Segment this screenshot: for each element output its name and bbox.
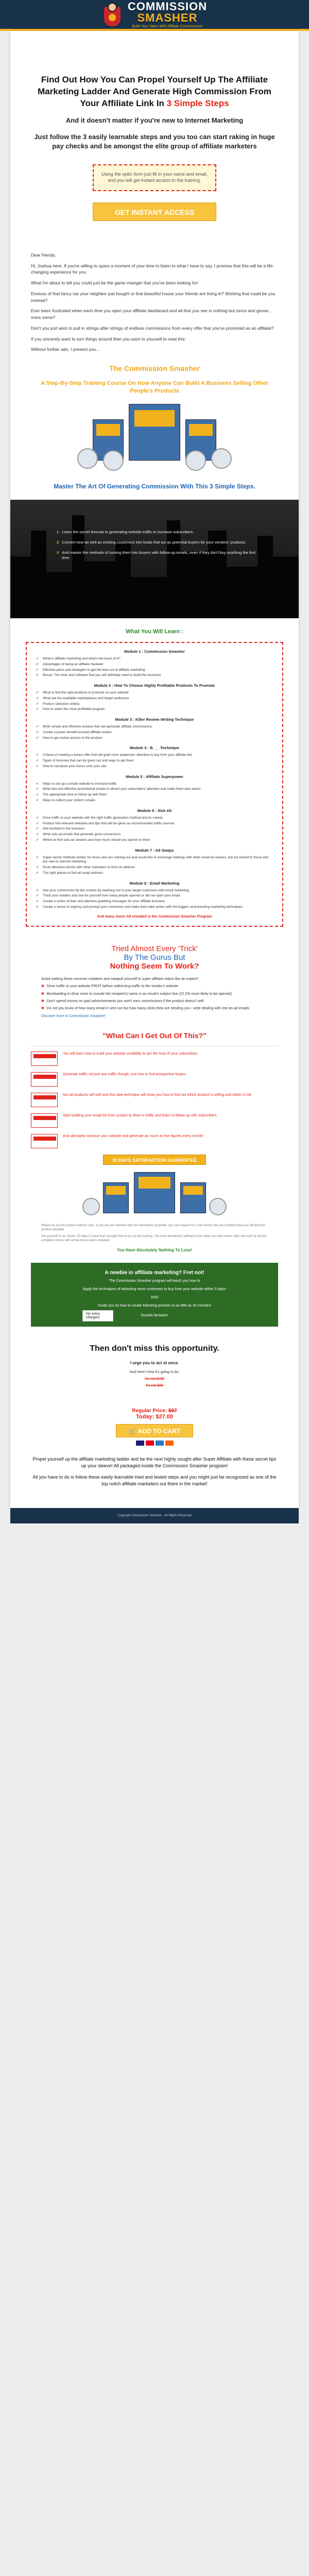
payment-card-icon [156, 1440, 164, 1446]
checkmark-icon: ✔ [36, 730, 39, 734]
checkmark-icon: ✔ [36, 691, 39, 695]
module-item [36, 673, 273, 678]
hero-subheadline: And it doesn't matter if you're new to Internet Marketing [65, 116, 244, 124]
what-get-title: "What Can I Get Out Of This?" [102, 1031, 207, 1040]
benefit-item [31, 1113, 278, 1128]
module-block [36, 649, 273, 678]
newbie-and: AND [150, 1295, 159, 1299]
module-item [36, 736, 273, 741]
module-item [36, 889, 273, 893]
cross-icon: ✖ [41, 985, 44, 989]
module-item-text: Bonus: The tools and software that you will definitely need to build this business [43, 673, 161, 677]
checkmark-icon: ✔ [36, 888, 39, 892]
checkmark-icon: ✔ [36, 798, 39, 802]
benefit-item [31, 1093, 278, 1107]
module-item [36, 765, 273, 769]
module-item-text: Grow attractive bonds with other marketers to form an alliance [43, 866, 135, 870]
mistakes-intro: Avoid making these common mistakes and catapult yourself to super affiliate status like an expert!! [41, 977, 199, 981]
module-item-text: Write fast and effective promotional emails to attract your subscribers' attention and make them take action [43, 787, 201, 791]
payment-card-icon [136, 1440, 144, 1446]
benefit-text: Start building your email list from scratch to drive in traffic and listen to follow up with subscribers [63, 1113, 217, 1117]
benefit-item [31, 1052, 278, 1066]
payment-cards [10, 1440, 299, 1446]
mistake-item [41, 999, 268, 1004]
checkmark-icon: ✔ [36, 662, 39, 666]
module-item-text: The appropriate time to follow up with them [43, 793, 107, 797]
benefit-item [31, 1134, 278, 1148]
module-block [36, 717, 273, 740]
guarantee-banner: 30 DAYS SATISFACTION GUARANTEE [103, 1155, 206, 1165]
checkmark-icon: ✔ [36, 871, 39, 875]
learn-title: What You Will Learn : [126, 628, 183, 635]
hero-headline [31, 31, 278, 110]
module-item [36, 894, 273, 899]
module-item [36, 871, 273, 876]
page-content [10, 31, 299, 1508]
no-extra-charges-badge: No extra charges! [82, 1310, 113, 1321]
module-block [36, 808, 273, 843]
checkmark-icon: ✔ [36, 707, 39, 711]
cart-icon: 🛒 [128, 1428, 138, 1435]
module-item [36, 691, 273, 696]
benefit-text: You will learn how to build your website credibility to win the trust of your subscribers [63, 1052, 198, 1056]
module-item-text: Ways to set up a simple website to increase traffic [43, 782, 117, 786]
module-item [36, 833, 273, 837]
mistake-text: Do not you know of how many email in sent out but how many clicks they are sending you - write dealing with into an ad emails [46, 1007, 249, 1011]
letter-paragraph: Hi, Joshua here. If you're willing to spare a moment of your time to listen to what I have to say, I promise that this will be a life-changing experience for you. [31, 263, 274, 275]
hero-headline-highlight: 3 Simple Steps [166, 98, 229, 108]
guarantee-fine-print [41, 1224, 268, 1243]
product-bundle-image-2 [82, 1172, 227, 1218]
mistake-text: Bombarding in-drive more to include the recipient's name in an email's subject line (22.2% more likely to be opened) [46, 992, 232, 996]
letter-paragraph: Without further ado, I present you... [31, 347, 100, 352]
logo-line2: SMASHER [137, 11, 198, 24]
checkmark-icon: ✔ [36, 793, 39, 797]
letter-paragraph: Ever been frustrated when each time you open your affiliate dashboard and all that you see is nothing but zeros and goose… more zeros? [31, 308, 273, 320]
module-item-text: Product info-relevant websites and tips that will be given as recommended traffic sources [43, 821, 175, 825]
get-instant-access-button[interactable]: GET INSTANT ACCESS [93, 202, 216, 221]
module-item [36, 799, 273, 803]
tried-line3: Nothing Seem To Work? [110, 961, 199, 971]
site-header [0, 0, 309, 31]
module-item-text: Advantages of being an affiliate marketer [43, 662, 104, 666]
module-item [36, 782, 273, 787]
cross-icon: ✖ [41, 992, 44, 996]
checkmark-icon: ✔ [36, 764, 39, 768]
module-item-text: Where to find solo ad vendors and how much should you spend on them [43, 838, 150, 842]
checkmark-icon: ✔ [36, 736, 39, 740]
mistakes-list [41, 977, 268, 1018]
checkmark-icon: ✔ [36, 782, 39, 786]
checkmark-icon: ✔ [36, 702, 39, 706]
hero-headline-main: Find Out How You Can Propel Yourself Up The Affiliate Marketing Ladder And Generate High Commission From Your Affiliate Link In [38, 75, 271, 108]
module-item [36, 866, 273, 870]
newbie-title: A newbie in affiliate marketing? Fret not! [105, 1270, 204, 1276]
module-title: Module 6 : Sick Alt [137, 808, 172, 813]
module-item-text: Drive traffic to your website with the right traffic generation method and its criteria [43, 816, 163, 820]
newbie-line1: The Commission Smasher program will teach you how to [109, 1279, 200, 1283]
module-item-text: How to introduce your bonus onto your site [43, 764, 107, 768]
fine-print-paragraph: Please try out the product without risks. If you are not satisfied with the information provided, you can request for a full refund. We are confident that you will find this product valuable. [41, 1224, 266, 1231]
checkmark-icon: ✔ [36, 838, 39, 842]
crossed-price-1: It's not $199 [145, 1377, 164, 1381]
step-item [57, 540, 263, 545]
module-item-text: How to get review access to the product [43, 736, 102, 740]
mistake-text: Drive traffic to your website FIRST before redirecting traffic to the vendor's website [46, 985, 178, 989]
module-item-text: Super secret methods written for those who are starting out and would like to exchange mailings with other email list owners, but not limited to those who are new to internet marketing [43, 855, 269, 864]
today-price-label: Today: [136, 1414, 154, 1420]
module-item-text: Write solo ad emails that generate good conversions [43, 833, 121, 837]
checkmark-icon: ✔ [36, 827, 39, 831]
dont-miss-headline: Then don't miss this opportunity. [90, 1344, 219, 1353]
product-bundle-image [72, 404, 237, 471]
closing-paragraph: Propel yourself up the affiliate marketing ladder and be the next highly sought after Super Affiliate with these secret tips up your sleeve! All packaged inside the Commission Smasher program! [32, 1456, 277, 1468]
module-item [36, 657, 273, 662]
module-block [36, 881, 273, 910]
module-item-text: What are the available marketplaces and target audiences [43, 696, 129, 700]
module-item-text: Track your readers and see for yourself how many people opened or did not open your email [43, 894, 180, 898]
benefit-thumbnail [31, 1134, 58, 1148]
today-price-value: $27.00 [156, 1414, 173, 1420]
city-skyline-section [10, 500, 299, 618]
module-title: Module 8 : Email Marketing [129, 880, 180, 886]
checkmark-icon: ✔ [36, 787, 39, 791]
mistake-text: Don't spend money on paid advertisements you won't earn commissions if the product doesn't sell! [46, 999, 204, 1004]
module-item [36, 759, 273, 764]
hero-subheadline-2: Just follow the 3 easily learnable steps and you too can start raking in huge pay checks and be amongst the elite group of affiliate marketers [34, 133, 275, 150]
module-item [36, 787, 273, 792]
module-item [36, 827, 273, 832]
add-to-cart-label: ADD TO CART [138, 1428, 181, 1435]
module-item-text: The right places to find ad swap partners [43, 871, 104, 875]
letter-paragraph: Dear friends, [31, 252, 56, 258]
module-item [36, 822, 273, 826]
module-block [36, 683, 273, 712]
letter-paragraph: What I'm about to tell you could just be the game changer that you've been looking for! [31, 280, 199, 285]
discover-link[interactable]: Discover more in Commission Smasher! [41, 1014, 106, 1018]
cross-icon: ✖ [41, 1007, 44, 1011]
module-item-text: Types of bonuses that can be given out and ways to get them [43, 759, 134, 763]
benefit-text: Not all products sell well and this step technique will show you how to find out which product is selling and which is not [63, 1093, 251, 1097]
letter-paragraph: Envious of that fancy car your neighbor just bought or that beautiful house your friends are living in? Wishing that could be you instead? [31, 291, 276, 303]
module-item-text: Get involved in the business [43, 827, 85, 831]
logo-line1: COMMISSION [127, 0, 208, 13]
benefit-text: And ultimately increase your website and generate as much as five figures every month! [63, 1134, 203, 1138]
module-item [36, 697, 273, 701]
module-title: Module 2 : How To Choose Highly Profitable Products To Promote [94, 683, 215, 688]
nothing-to-lose-text: You Have Absolutely Nothing To Lose! [116, 1248, 193, 1253]
checkmark-icon: ✔ [36, 725, 39, 729]
module-item [36, 668, 273, 673]
checkmark-icon: ✔ [36, 905, 39, 909]
step-number: 1 [57, 529, 59, 534]
benefit-thumbnail [31, 1093, 58, 1107]
step-item [57, 530, 263, 535]
regular-price [10, 1408, 299, 1414]
newbie-box [31, 1263, 278, 1327]
checkmark-icon: ✔ [36, 821, 39, 825]
benefit-thumbnail [31, 1072, 58, 1087]
module-title: Module 4 : B___ Technique [129, 745, 180, 751]
price-intro: And here's how it's going to be: [129, 1370, 180, 1375]
step-text: Learn the secret formula to generating website traffic to increase subscribers. [62, 529, 194, 534]
tried-line2: By The Gurus But [124, 953, 185, 962]
module-item [36, 856, 273, 865]
crossed-price-2: It's not $99 [145, 1384, 164, 1388]
module-block [36, 745, 273, 769]
module-item-text: What to find the right products to promote on your website [43, 691, 129, 695]
mistake-item [41, 984, 268, 989]
module-item-text: Create a sense of urgency and prompt your customers and make them take action with the triggers and branding marketing techniques [43, 905, 243, 909]
module-item [36, 725, 273, 730]
module-item-text: What is affiliate marketing and what's the basis of it? [43, 656, 121, 660]
module-item-text: Create a series of lean and attention-grabbing messages for your affiliate business [43, 900, 165, 904]
today-price [10, 1414, 299, 1420]
payment-card-icon [165, 1440, 174, 1446]
module-item-text: Criteria of creating a bonus offer that will grab more audiences' attention to buy from your affiliate link [43, 753, 192, 757]
master-banner: Master The Art Of Generating Commission With This 3 Simple Steps. [54, 482, 255, 490]
checkmark-icon: ✔ [36, 668, 39, 672]
module-item [36, 707, 273, 712]
letter-paragraph: If you sincerely want to turn things around then you want to yourself to read this: [31, 336, 186, 342]
closing-paragraph: All you have to do is follow these easily learnable tried and tested steps and you might just be recognized as one of the top notch affiliate marketers out there in the market! [32, 1475, 277, 1487]
step-item [57, 550, 263, 561]
checkmark-icon: ✔ [36, 855, 39, 859]
checkmark-icon: ✔ [36, 900, 39, 904]
module-item [36, 731, 273, 735]
letter-paragraph: Don't you just wish to pull in strings after strings of endless commissions from every offer that you've promoted as an affiliate? [31, 325, 274, 331]
benefits-list [31, 1046, 278, 1148]
superhero-mascot-icon [102, 3, 123, 26]
module-item-text: Write simple and effective reviews that can generate affiliate commissions [43, 725, 152, 729]
module-item [36, 905, 273, 910]
product-subtitle: A Step-By-Step Training Course On How Anyone Can Build A Business Selling Other People's Products [40, 380, 269, 395]
module-item-text: Ways to collect your visitors' emails [43, 798, 95, 802]
benefit-thumbnail [31, 1052, 58, 1066]
module-item-text: How to select the most profitable program [43, 707, 105, 711]
module-item [36, 793, 273, 798]
regular-price-value: $97 [168, 1408, 177, 1414]
optin-box: Using the optin form just fill in your name and email, and you will get instant access to the training. [93, 164, 216, 191]
module-title: Module 3 : Killer Review Writing Technique [115, 717, 194, 722]
step-text: Convert new as well as existing customers into leads that act as potential buyers for your vendors' products. [62, 540, 247, 545]
mistake-item [41, 1006, 268, 1011]
tried-line1: Tried Almost Every 'Trick' [111, 944, 198, 953]
logo-tagline: Build Your Sales With Affiliate Commissions! [132, 24, 203, 28]
site-logo[interactable] [128, 1, 207, 28]
sales-letter [31, 252, 278, 353]
site-footer: Copyright Commission Smasher - All Rights Reserved [10, 1508, 299, 1523]
benefit-item [31, 1072, 278, 1087]
add-to-cart-button[interactable] [116, 1424, 193, 1437]
newbie-line2: Apply the techniques of attracting more customers to buy from your website within 3 days! [82, 1287, 227, 1292]
module-item [36, 753, 273, 758]
module-item-text: See your commission fly like rockets by reaching out to your target customers with email marketing [43, 888, 189, 892]
payment-card-icon [146, 1440, 154, 1446]
module-title: Module 7 : Ad Swaps [135, 848, 174, 853]
checkmark-icon: ✔ [36, 816, 39, 820]
mistake-item [41, 992, 268, 996]
checkmark-icon: ✔ [36, 673, 39, 677]
step-number: 2 [57, 540, 59, 545]
newbie-fantastic: Sounds fantastic! [141, 1314, 168, 1318]
module-title: Module 5 : Affiliate Superpower [126, 774, 183, 779]
regular-price-label: Regular Price: [132, 1408, 167, 1414]
benefit-text: Generate traffic not just any traffic though, just how to find prospective buyers [63, 1072, 186, 1076]
checkmark-icon: ✔ [36, 833, 39, 837]
module-item [36, 816, 273, 821]
module-item [36, 702, 273, 707]
module-title: Module 1 : Commission Smasher [124, 649, 185, 654]
product-title: The Commission Smasher [109, 364, 200, 372]
price-block [10, 1361, 299, 1387]
module-block [36, 774, 273, 803]
checkmark-icon: ✔ [36, 894, 39, 898]
newbie-line3: Guide you on how to create following promise to as little as 30 minutes! [97, 1303, 212, 1308]
modules-box [26, 642, 283, 927]
closing-text [31, 1456, 278, 1487]
module-item-text: Create a power benefit-focused affiliate review [43, 730, 112, 734]
module-item-text: Effective plans and strategies to get the best out of affiliate marketing [43, 668, 145, 672]
checkmark-icon: ✔ [36, 866, 39, 870]
benefit-thumbnail [31, 1113, 58, 1128]
module-block [36, 848, 273, 876]
module-item [36, 900, 273, 904]
urge-text: I urge you to act at once. [130, 1361, 179, 1366]
step-number: 3 [57, 550, 59, 555]
checkmark-icon: ✔ [36, 696, 39, 700]
module-item-text: Product selection criteria [43, 702, 80, 706]
module-item [36, 838, 273, 843]
tried-headline [10, 944, 299, 971]
checkmark-icon: ✔ [36, 656, 39, 660]
step-text: And master the methods of turning them into buyers with follow-up emails, even if they don't buy anything the first time. [62, 550, 255, 561]
learn-footer: And many more! All revealed in the Commission Smasher Program [97, 914, 212, 919]
checkmark-icon: ✔ [36, 759, 39, 763]
cross-icon: ✖ [41, 999, 44, 1004]
module-item [36, 663, 273, 667]
checkmark-icon: ✔ [36, 753, 39, 757]
fine-print-paragraph: Put yourself in our shoes: 30 days is more than enough time to try out the training. You have absolutely nothing to lose when you take action right now and try out the complete course with all the bonus items included. [41, 1235, 267, 1243]
